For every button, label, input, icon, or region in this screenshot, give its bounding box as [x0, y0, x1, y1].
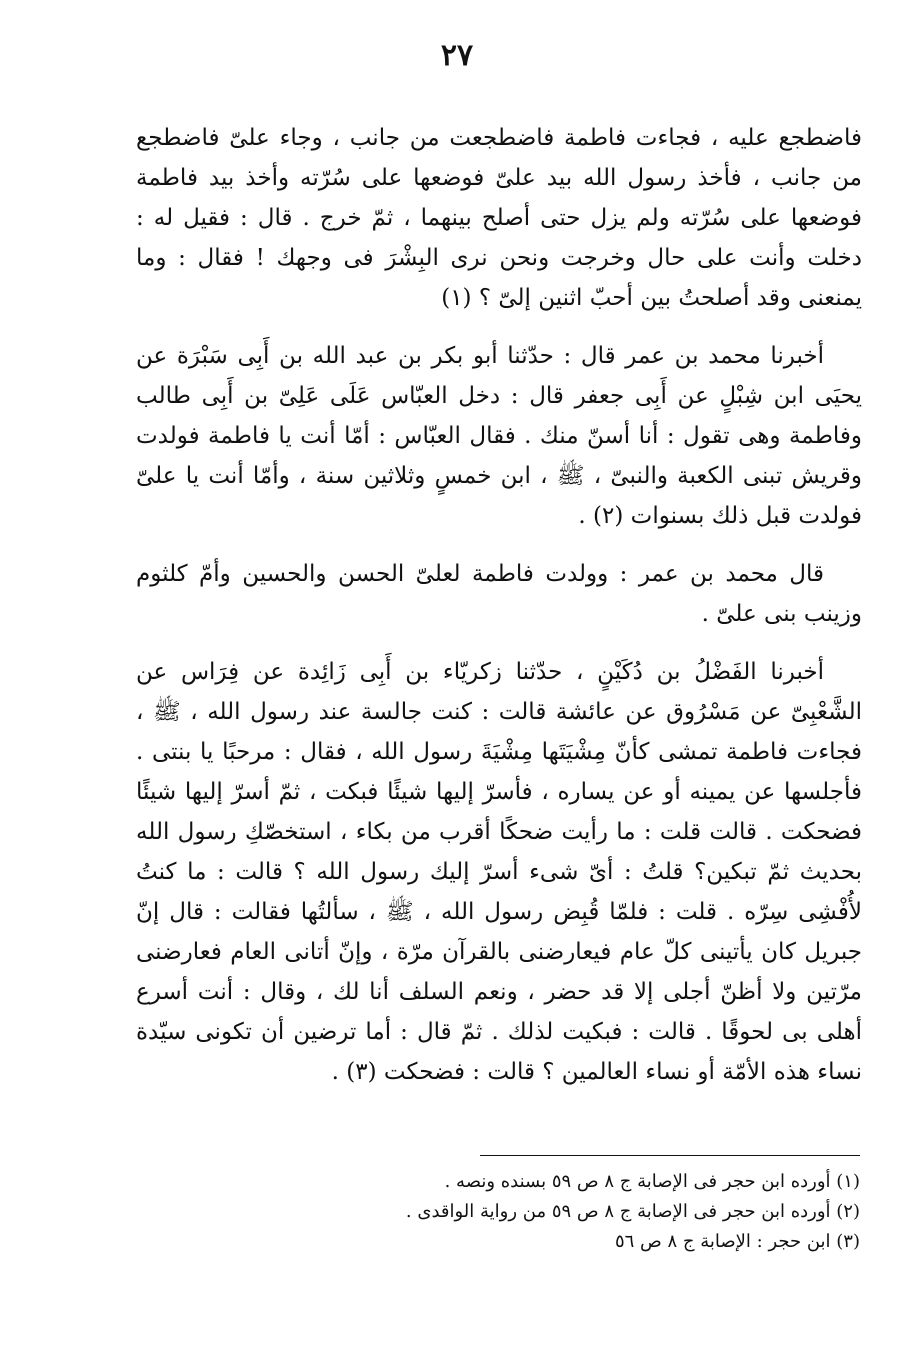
paragraph-3: قال محمد بن عمر : وولدت فاطمة لعلىّ الحسن والحسين وأمّ كلثوم وزينب بنى علىّ . [136, 561, 862, 627]
footnote-divider [480, 1155, 860, 1156]
page-number: ٢٧ [440, 38, 474, 73]
footnote-1: (١) أورده ابن حجر فى الإصابة ج ٨ ص ٥٩ بسنده ونصه . [444, 1171, 860, 1192]
main-text [136, 118, 862, 1110]
paragraph-2: أخبرنا محمد بن عمر قال : حدّثنا أبو بكر بن عبد الله بن أَبِى سَبْرَة عن يحيَى ابن شِبْلٍ عن أَبِى جعفر قال : دخل العبّاس عَلَى عَلِىّ بن أَبِى طالب وفاطمة وهى تقول : أنا أسنّ منك . فقال العبّاس : أمّا أنت يا فاطمة فولدت وقريش تبنى الكعبة والنبىّ ، ﷺ ، ابن خمسٍ وثلاثين سنة ، وأمّا أنت يا علىّ فولدت قبل ذلك بسنوات (٢) . [136, 343, 862, 529]
paragraph-1: فاضطجع عليه ، فجاءت فاطمة فاضطجعت من جانب ، وجاء علىّ فاضطجع من جانب ، فأخذ رسول الله بيد علىّ فوضعها على سُرّته وأخذ بيد فاطمة فوضعها على سُرّته ولم يزل حتى أصلح بينهما ، ثمّ خرج . قال : فقيل له : دخلت وأنت على حال وخرجت ونحن نرى البِشْرَ فى وجهك ! فقال : وما يمنعنى وقد أصلحتُ بين أحبّ اثنين إلىّ ؟ (١) [136, 125, 862, 311]
footnote-3: (٣) ابن حجر : الإصابة ج ٨ ص ٥٦ [614, 1231, 860, 1252]
footnotes [160, 1167, 860, 1257]
footnote-2: (٢) أورده ابن حجر فى الإصابة ج ٨ ص ٥٩ من رواية الواقدى . [405, 1201, 860, 1222]
paragraph-4: أخبرنا الفَضْلُ بن دُكَيْنٍ ، حدّثنا زكريّاء بن أَبِى زَائِدة عن فِرَاس عن الشَّعْبِىّ عن مَسْرُوق عن عائشة قالت : كنت جالسة عند رسول الله ، ﷺ ، فجاءت فاطمة تمشى كأنّ مِشْيَتَها مِشْيَةَ رسول الله ، فقال : مرحبًا يا بنتى . فأجلسها عن يمينه أو عن يساره ، فأسرّ إليها شيئًا فبكت ، ثمّ أسرّ إليها شيئًا فضحكت . قالت قلت : ما رأيت ضحكًا أقرب من بكاء ، استخصّكِ رسول الله بحديث ثمّ تبكين؟ قلتُ : أىّ شىء أسرّ إليك رسول الله ؟ قالت : ما كنتُ لأُفْشِى سِرّه . قلت : فلمّا قُبِض رسول الله ، ﷺ ، سألتُها فقالت : قال إنّ جبريل كان يأتينى كلّ عام فيعارضنى بالقرآن مرّة ، وإنّ أتانى العام فعارضنى مرّتين ولا أظنّ أجلى إلا قد حضر ، ونعم السلف أنا لك ، وقال : أنت أسرع أهلى بى لحوقًا . قالت : فبكيت لذلك . ثمّ قال : أما ترضين أن تكونى سيّدة نساء هذه الأمّة أو نساء العالمين ؟ قالت : فضحكت (٣) . [136, 659, 862, 1085]
